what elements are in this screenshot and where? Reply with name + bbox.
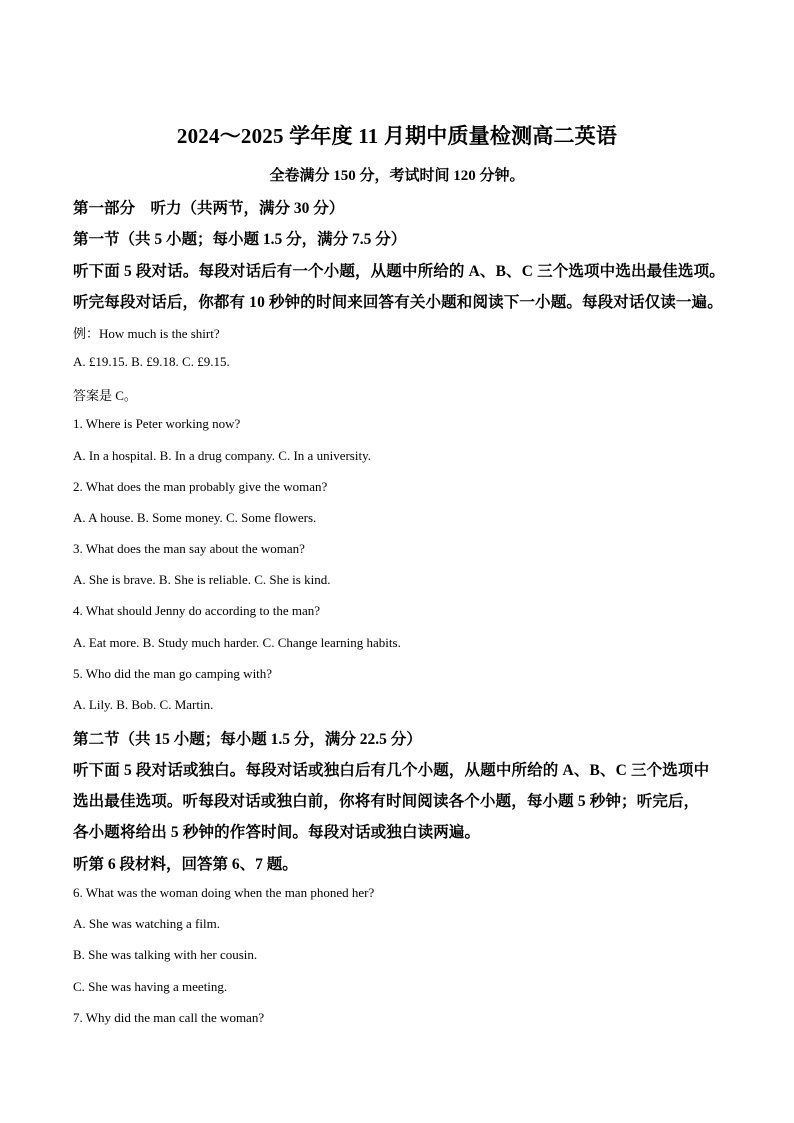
question-item: 5. Who did the man go camping with? [73,666,273,681]
material-heading: 听第 6 段材料，回答第 6、7 题。 [73,856,298,873]
example-question: 例：How much is the shirt? [73,326,220,341]
section2-heading: 第二节（共 15 小题；每小题 1.5 分，满分 22.5 分） [73,731,422,748]
option-line: A. She was watching a film. [73,916,220,931]
section1-instruction-line: 听完每段对话后，你都有 10 秒钟的时间来回答有关小题和阅读下一小题。每段对话仅读一遍。 [73,294,723,311]
page-subtitle: 全卷满分 150 分，考试时间 120 分钟。 [269,168,525,184]
example-options: A. £19.15. B. £9.18. C. £9.15. [73,354,230,369]
option-line: B. She was talking with her cousin. [73,947,258,962]
page-title: 2024～2025 学年度 11 月期中质量检测高二英语 [176,124,618,148]
option-line: C. She was having a meeting. [73,979,228,994]
question-item: 7. Why did the man call the woman? [73,1010,265,1025]
question-options: A. In a hospital. B. In a drug company. C. In a university. [73,448,371,463]
question-options: A. She is brave. B. She is reliable. C. She is kind. [73,572,331,587]
question-item: 3. What does the man say about the woman? [73,541,305,556]
part1-heading: 第一部分 听力（共两节，满分 30 分） [73,200,345,217]
section2-instruction-line: 各小题将给出 5 秒钟的作答时间。每段对话或独白读两遍。 [73,824,481,841]
question-options: A. Eat more. B. Study much harder. C. Change learning habits. [73,635,401,650]
question-item: 1. Where is Peter working now? [73,416,241,431]
example-answer: 答案是 C。 [73,388,137,403]
section1-heading: 第一节（共 5 小题；每小题 1.5 分，满分 7.5 分） [73,231,407,248]
section1-instruction-line: 听下面 5 段对话。每段对话后有一个小题，从题中所给的 A、B、C 三个选项中选出最佳选项。 [73,263,725,280]
section2-instruction-line: 听下面 5 段对话或独白。每段对话或独白后有几个小题，从题中所给的 A、B、C 三个选项中 [73,762,710,779]
question-options: A. A house. B. Some money. C. Some flowers. [73,510,317,525]
question-item: 6. What was the woman doing when the man phoned her? [73,885,375,900]
question-item: 4. What should Jenny do according to the man? [73,603,321,618]
section2-instruction-line: 选出最佳选项。听每段对话或独白前，你将有时间阅读各个小题，每小题 5 秒钟；听完后， [73,793,700,810]
question-item: 2. What does the man probably give the woman? [73,479,328,494]
question-options: A. Lily. B. Bob. C. Martin. [73,697,214,712]
